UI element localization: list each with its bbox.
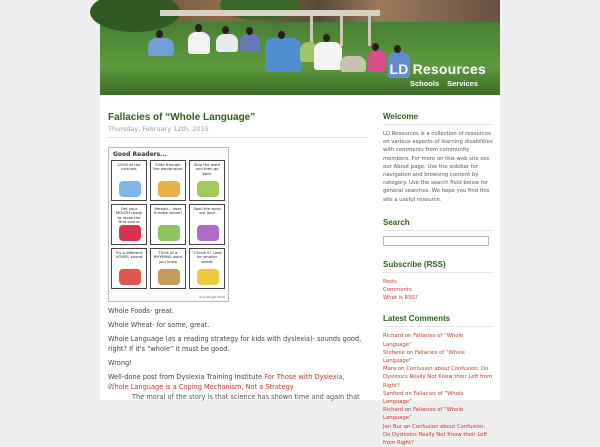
latest-comments-list [383, 332, 493, 447]
person-shape [265, 38, 301, 72]
comment-item [383, 423, 493, 447]
bridge-shape [160, 10, 380, 16]
comment-item [383, 406, 493, 422]
person-shape [188, 32, 210, 54]
comment-author[interactable]: Stefanie [383, 349, 405, 356]
post-date: Thursday, February 12th, 2015 [108, 125, 368, 138]
comment-item [383, 365, 493, 390]
comment-author[interactable]: Jan Bur [383, 423, 403, 430]
comment-author[interactable]: Richard [383, 333, 404, 340]
poster-footer: Gina Baugh 2015 [198, 295, 225, 299]
poster-title: Good Readers... [113, 151, 168, 158]
sidebar [383, 112, 493, 447]
comment-author[interactable]: Richard [383, 407, 404, 414]
post-paragraph: Whole Language (as a reading strategy for kids with dyslexia)- sounds good, right? If it's “whole” it must be good. [108, 335, 362, 353]
person-head [246, 27, 253, 35]
comment-post-link[interactable]: Confusion about Confusion: Do Dyslexics Really Not Know their Left from Right? [383, 366, 493, 389]
latest-comments-title: Latest Comments [383, 314, 493, 327]
comment-author[interactable]: Sanford [383, 390, 404, 397]
comment-post-link[interactable]: Fallacies of “Whole Language” [383, 349, 466, 365]
tile-art [119, 181, 141, 197]
search-input[interactable] [383, 236, 489, 246]
welcome-title: Welcome [383, 112, 493, 125]
comment-on: on [403, 333, 414, 340]
tile-art [119, 269, 141, 285]
person-shape [314, 42, 342, 70]
tile-text: Get your MOUTH ready to make the first sound [115, 206, 143, 225]
person-head [323, 34, 330, 42]
person-head [372, 43, 379, 51]
poster-tile [150, 248, 186, 289]
rss-comments-link[interactable]: Comments [383, 287, 412, 294]
rss-posts-link[interactable]: Posts [383, 278, 397, 285]
tile-art [158, 269, 180, 285]
person-head [156, 30, 163, 38]
comment-post-link[interactable]: Fallacies of “Whole Language” [383, 390, 464, 406]
tile-text: "Chunk it" Look for smaller words [192, 250, 222, 264]
post-paragraph: Wrong! [108, 359, 132, 367]
search-title: Search [383, 218, 493, 231]
person-shape [216, 34, 238, 52]
poster-tile [111, 160, 147, 201]
source-prefix: Well-done post from Dyslexia Training Institute [108, 373, 265, 381]
comment-post-link[interactable]: Fallacies of “Whole Language” [383, 407, 464, 422]
tile-art [158, 225, 180, 241]
post-shape [340, 16, 343, 46]
good-readers-poster [108, 147, 229, 302]
person-head [278, 31, 285, 39]
tile-art [158, 181, 180, 197]
tile-text: Think of a RHYMING word you know [153, 250, 183, 264]
comment-author[interactable]: Mara [383, 366, 397, 373]
comment-on: on [402, 423, 412, 430]
person-head [222, 26, 229, 34]
post-body [108, 306, 363, 396]
comment-on: on [396, 366, 407, 373]
page [100, 0, 500, 447]
welcome-text: LD Resources is a collection of resources on various aspects of learning disabilities with comments from community members. For more on this web site see our About page. Use the sidebar for navigation and browsing content by category. Use the search field below for general searches. We hope you find this site a useful resource. [383, 131, 493, 203]
person-shape [368, 50, 386, 72]
poster-tile [150, 204, 186, 245]
post-paragraph: Whole Foods- great. [108, 307, 174, 315]
comment-on: on [404, 349, 415, 356]
poster-tile [111, 204, 147, 245]
source-link[interactable]: For Those with Dyslexia, Whole Language is a Coping Mechanism, Not a Strategy [108, 373, 345, 391]
comment-item [383, 332, 493, 348]
comment-post-link[interactable]: Confusion about Confusion: Do Dyslexics Really Not Know their Left from Right? [383, 423, 488, 447]
blockquote: The moral of the story is that science has shown time and again that [132, 393, 360, 401]
site-title[interactable]: LD Resources [389, 61, 486, 77]
tile-text: Try a different VOWEL sound [115, 250, 143, 260]
subscribe-links [383, 278, 493, 303]
comment-on: on [403, 390, 414, 397]
poster-tile [111, 248, 147, 289]
post-area [108, 112, 358, 299]
tile-art [197, 269, 219, 285]
person-head [195, 24, 202, 32]
subscribe-title: Subscribe (RSS) [383, 260, 493, 273]
what-is-rss-link[interactable]: What is RSS? [383, 295, 418, 302]
post-paragraph-source [108, 372, 363, 392]
tile-art [119, 225, 141, 241]
tile-art [197, 181, 219, 197]
tile-text: Spell the word out loud [193, 206, 221, 216]
person-head [394, 45, 401, 53]
quote-icon: “ [105, 380, 117, 405]
comment-item [383, 390, 493, 406]
person-shape [148, 38, 174, 56]
comment-on: on [403, 407, 414, 414]
tile-text: Slide through the whole word [153, 162, 183, 172]
post-title[interactable]: Fallacies of “Whole Language” [108, 112, 256, 123]
person-shape [240, 34, 260, 52]
poster-tile [150, 160, 186, 201]
tile-text: Reread... does it make sense? [153, 206, 183, 216]
tile-text: Skip the word and then go back [193, 162, 221, 176]
tile-art [197, 225, 219, 241]
main-nav [410, 79, 478, 88]
nav-item-services[interactable]: Services [447, 79, 478, 88]
tree-shape [90, 0, 180, 32]
comment-post-link[interactable]: Fallacies of “Whole Language” [383, 333, 464, 348]
nav-item-schools[interactable]: Schools [409, 79, 440, 88]
post-shape [368, 16, 371, 46]
post-paragraph: Whole Wheat- for some, great. [108, 321, 210, 329]
comment-item [383, 349, 493, 365]
poster-tile [189, 248, 225, 289]
poster-tile [189, 204, 225, 245]
person-shape [340, 56, 366, 72]
poster-tile [189, 160, 225, 201]
tile-text: LOOK at the pictures [117, 162, 141, 172]
header-banner [100, 0, 500, 95]
